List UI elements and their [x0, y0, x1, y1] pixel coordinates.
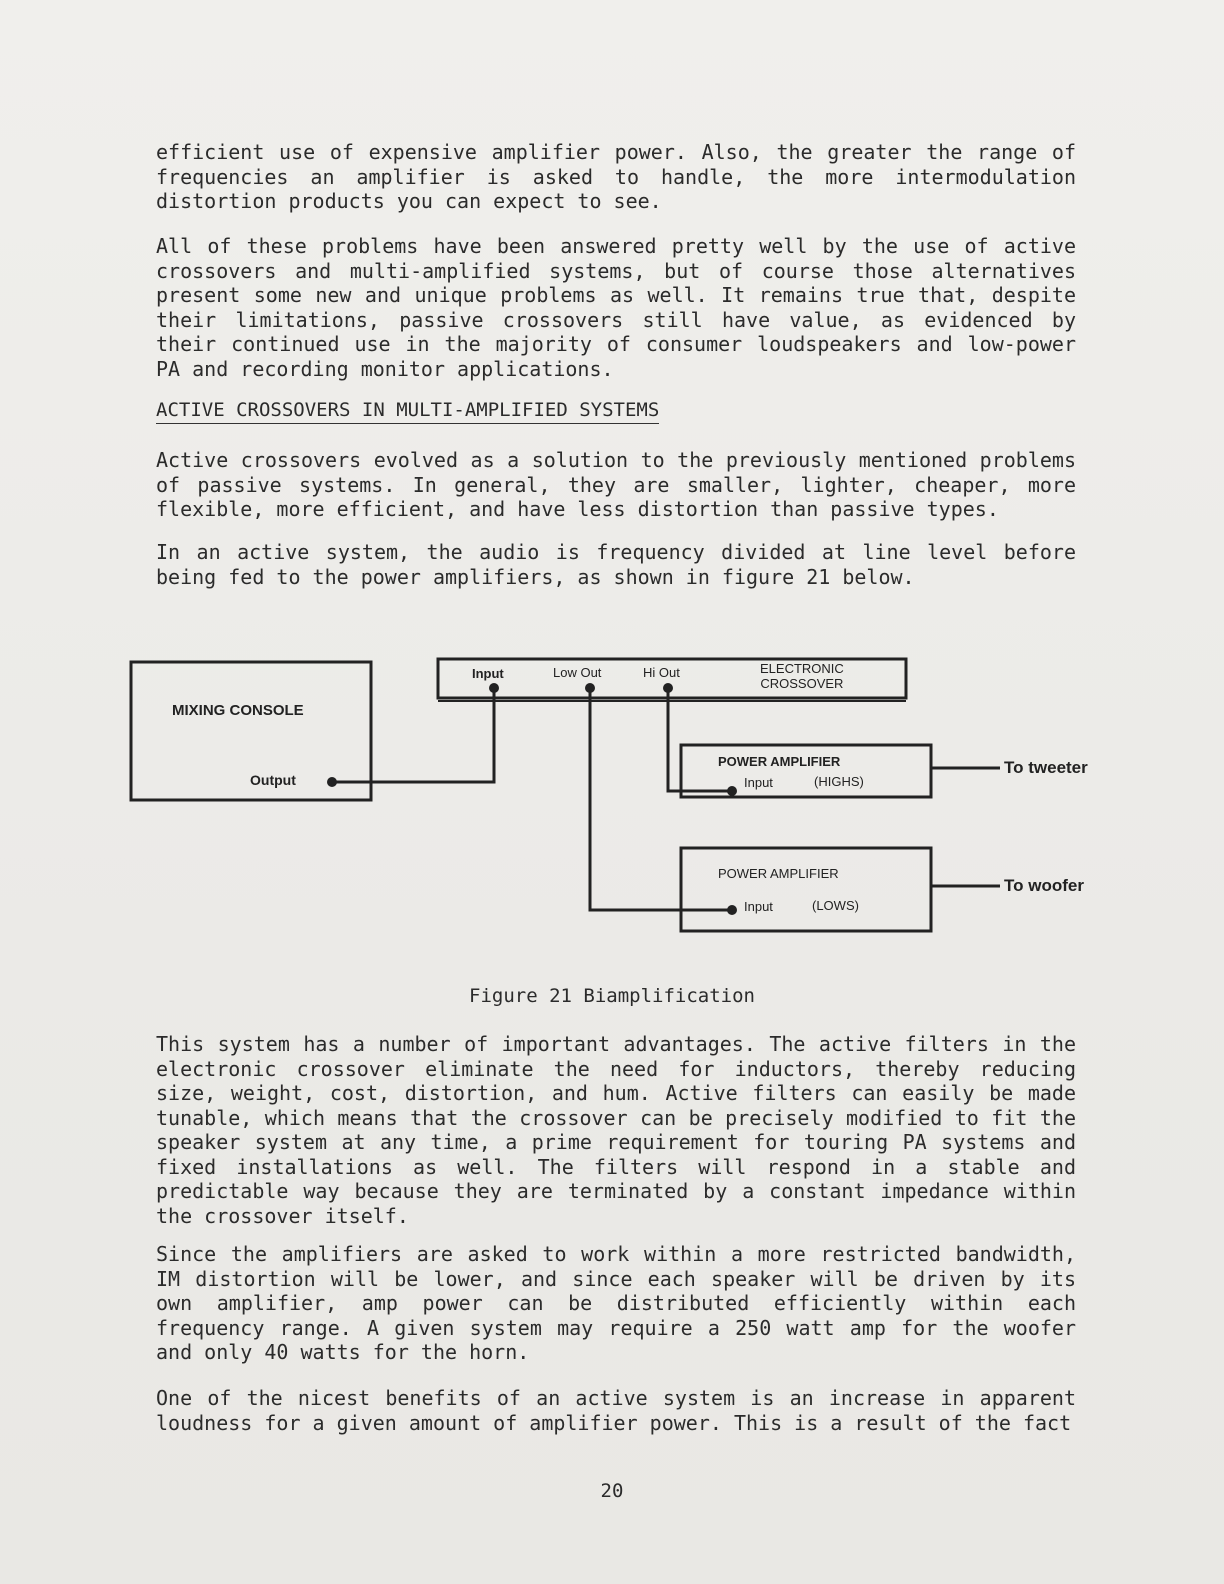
- crossover-title-line-2: CROSSOVER: [760, 676, 844, 691]
- paragraph-6: Since the amplifiers are asked to work within a more restricted bandwidth, IM distortion will be lower, and since each speaker will be driven by its own amplifier, amp power can be distributed efficiently within each frequency range. A given system may require a 250 watt amp for the woofer and only 40 watts for the horn.: [156, 1242, 1076, 1364]
- page-number: 20: [600, 1480, 624, 1502]
- crossover-hi-out-label: Hi Out: [643, 665, 680, 680]
- diagram-wiring: [120, 648, 1130, 948]
- amp-lows-box: [681, 848, 931, 931]
- paragraph-7: One of the nicest benefits of an active system is an increase in apparent loudness for a given amount of amplifier power. This is a result of the fact: [156, 1386, 1076, 1435]
- amp-highs-box: [681, 745, 931, 797]
- crossover-low-out-jack: [585, 683, 595, 693]
- section-heading: ACTIVE CROSSOVERS IN MULTI-AMPLIFIED SYSTEMS: [156, 398, 659, 424]
- paragraph-3: Active crossovers evolved as a solution to the previously mentioned problems of passive systems. In general, they are smaller, lighter, cheaper, more flexible, more efficient, and have less distortion than passive types.: [156, 448, 1076, 521]
- figure-caption: Figure 21 Biamplification: [469, 985, 755, 1007]
- to-tweeter-label: To tweeter: [1004, 758, 1088, 777]
- crossover-low-out-label: Low Out: [553, 665, 602, 680]
- amp-highs-title: POWER AMPLIFIER: [718, 754, 841, 769]
- console-output-label: Output: [250, 772, 296, 788]
- crossover-title-line-1: ELECTRONIC: [760, 661, 844, 676]
- crossover-title: [760, 661, 844, 691]
- paragraph-2: All of these problems have been answered pretty well by the use of active crossovers and multi-amplified systems, but of course those alternatives present some new and unique problems as well. It remains true that, despite their limitations, passive crossovers still have value, as evidenced by their continued use in the majority of consumer loudspeakers and low-power PA and recording monitor applications.: [156, 234, 1076, 381]
- crossover-input-label: Input: [472, 666, 504, 681]
- amp-lows-input-jack: [727, 905, 737, 915]
- mixing-console-label: MIXING CONSOLE: [172, 702, 304, 719]
- amp-lows-title: POWER AMPLIFIER: [718, 866, 839, 881]
- console-to-crossover-wire: [332, 688, 494, 782]
- console-output-jack: [327, 777, 337, 787]
- amp-highs-input-jack: [727, 786, 737, 796]
- crossover-hi-out-jack: [663, 683, 673, 693]
- hi-out-wire: [668, 688, 732, 791]
- low-out-wire: [590, 688, 732, 910]
- to-woofer-label: To woofer: [1004, 876, 1084, 895]
- paragraph-4: In an active system, the audio is frequency divided at line level before being fed to the power amplifiers, as shown in figure 21 below.: [156, 540, 1076, 589]
- paragraph-1: efficient use of expensive amplifier power. Also, the greater the range of frequencies an amplifier is asked to handle, the more intermodulation distortion products you can expect to see.: [156, 140, 1076, 213]
- paragraph-5: This system has a number of important advantages. The active filters in the electronic crossover eliminate the need for inductors, thereby reducing size, weight, cost, distortion, and hum. Active filters can easily be made tunable, which means that the crossover can be precisely modified to fit the speaker system at any time, a prime requirement for touring PA systems and fixed installations as well. The filters will respond in a stable and predictable way because they are terminated by a constant impedance within the crossover itself.: [156, 1032, 1076, 1228]
- amp-highs-band-label: (HIGHS): [814, 774, 864, 789]
- amp-highs-input-label: Input: [744, 775, 773, 790]
- amp-lows-band-label: (LOWS): [812, 898, 859, 913]
- crossover-input-jack: [489, 683, 499, 693]
- biamplification-diagram: [120, 648, 1130, 948]
- amp-lows-input-label: Input: [744, 899, 773, 914]
